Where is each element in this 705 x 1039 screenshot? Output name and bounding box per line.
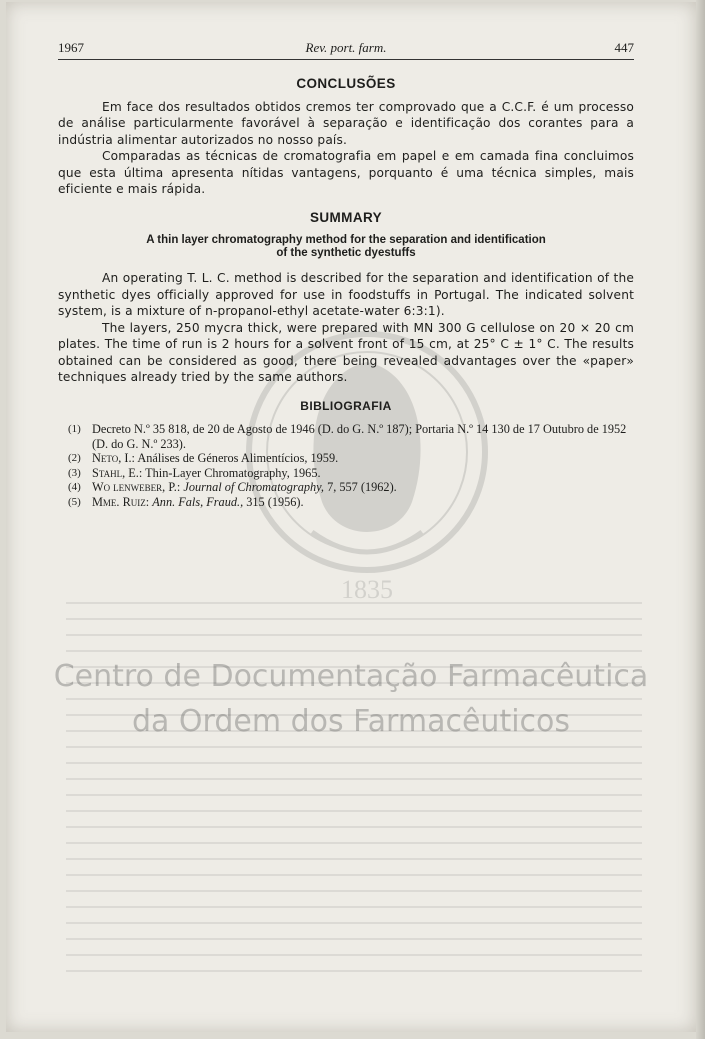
header-year: 1967: [58, 40, 84, 55]
reference-text: 7, 557 (1962).: [327, 480, 397, 494]
reference-text: Thin-Layer Chromatography, 1965.: [145, 465, 321, 480]
header-page-number: 447: [614, 40, 634, 55]
reference-list: [58, 422, 634, 509]
page-edge: [696, 0, 705, 1039]
reference-item: [58, 480, 634, 495]
summary-subtitle: [58, 234, 634, 260]
reference-text: Análises de Géneros Alimentícios, 1959.: [137, 451, 339, 465]
reference-text: Decreto N.º 35 818, de 20 de Agosto de 1946 (D. do G. N.º 187); Portaria N.º 14 130 de 17 Outubro de 1952 (D. do G. N.º 233).: [92, 422, 627, 451]
reference-number: (4): [68, 481, 81, 493]
summary-subtitle-line-2: of the synthetic dyestuffs: [276, 247, 416, 259]
reference-number: (5): [68, 495, 81, 508]
article-body: [58, 76, 634, 509]
reference-author: Mme. Ruiz:: [92, 494, 150, 509]
running-header: [58, 40, 634, 60]
reference-item: [58, 466, 634, 481]
watermark-line-1: Centro de Documentação Farmacêutica: [53, 659, 649, 694]
reference-item: [58, 451, 634, 466]
conclusoes-heading: CONCLUSÕES: [296, 76, 396, 91]
reference-author: Stahl, E.:: [92, 465, 143, 480]
reference-item: [58, 422, 634, 451]
reference-author: Neto, I.:: [92, 451, 135, 465]
bleed-through-text: [66, 602, 642, 1002]
reference-item: [58, 495, 634, 510]
summary-paragraph-1: An operating T. L. C. method is described for the separation and identification of the synthetic dyes officially approved for use in foodstuffs in Portugal. The indicated solvent system, is a mixture of n-propanol-ethyl acetate-water 6:3:1).: [58, 271, 634, 318]
header-journal: Rev. port. farm.: [305, 40, 387, 55]
watermark-line-2: da Ordem dos Farmacêuticos: [131, 704, 571, 739]
reference-number: (1): [68, 423, 81, 435]
reference-journal: Journal of Chromatography,: [183, 480, 324, 494]
conclusoes-paragraph-2: Comparadas as técnicas de cromatografia em papel e em camada fina concluimos que esta última apresenta nítidas vantagens, porquanto é uma técnica simples, mais eficiente e mais rápida.: [58, 149, 634, 196]
seal-year: 1835: [341, 575, 393, 604]
reference-journal: Ann. Fals, Fraud.,: [152, 494, 244, 509]
reference-number: (2): [68, 452, 81, 464]
bibliografia-heading: BIBLIOGRAFIA: [300, 398, 392, 413]
conclusoes-paragraph-1: Em face dos resultados obtidos cremos ter comprovado que a C.C.F. é um processo de análise particularmente favorável à separação e identificação dos corantes para a indústria alimentar autorizados no nosso país.: [58, 99, 634, 147]
reference-number: (3): [68, 466, 81, 479]
reference-author: Wo lenweber, P.:: [92, 480, 181, 494]
summary-subtitle-line-1: A thin layer chromatography method for the separation and identification: [146, 234, 546, 246]
summary-paragraph-2: The layers, 250 mycra thick, were prepared with MN 300 G cellulose on 20 × 20 cm plates. The time of run is 2 hours for a solvent front of 15 cm, at 25° C ± 1° C. The results obtained can be considered as good, there being revealed advantages over the «paper» techniques already tried by the same authors.: [58, 320, 634, 384]
summary-heading: SUMMARY: [309, 209, 383, 225]
reference-text: 315 (1956).: [246, 494, 304, 509]
